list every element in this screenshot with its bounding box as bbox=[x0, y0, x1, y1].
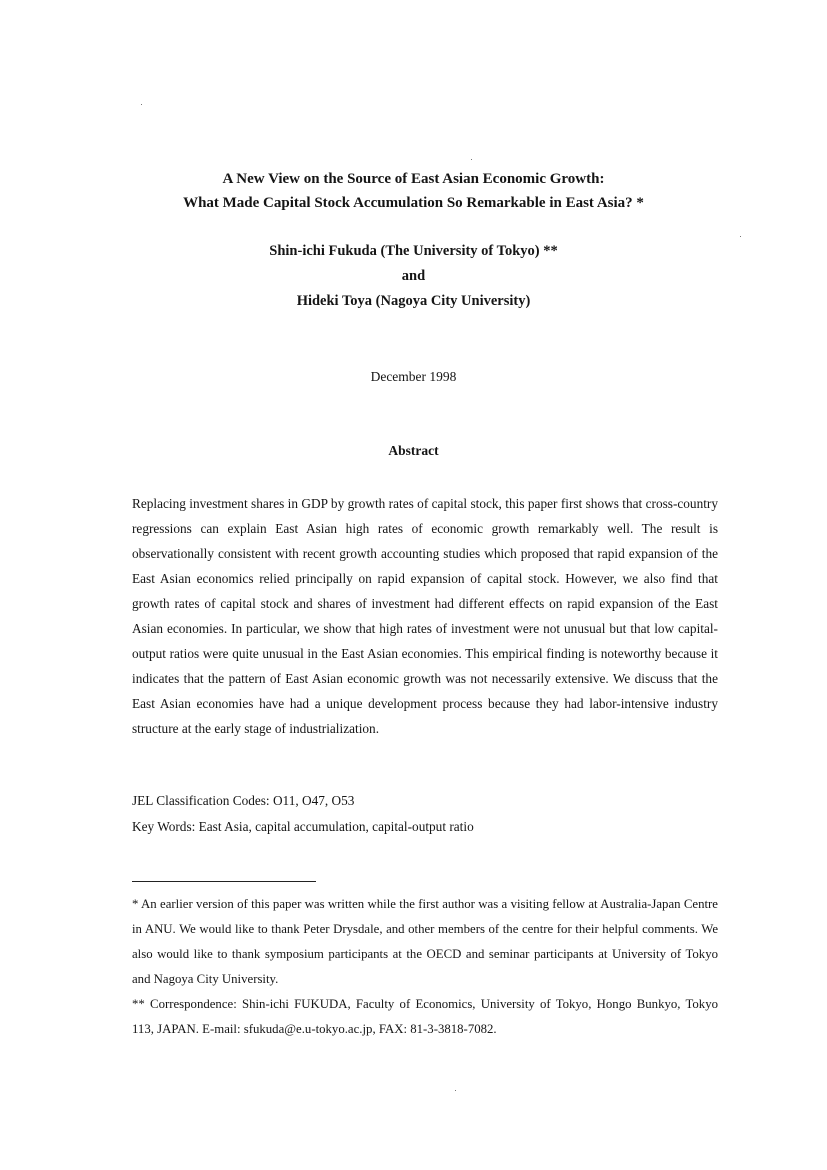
paper-title-line-2: What Made Capital Stock Accumulation So Remarkable in East Asia? * bbox=[183, 195, 644, 211]
footnotes bbox=[132, 892, 718, 1042]
scan-speck bbox=[740, 236, 741, 237]
paper-title-line-1: A New View on the Source of East Asian Economic Growth: bbox=[222, 171, 605, 187]
abstract-heading: Abstract bbox=[388, 443, 439, 458]
scan-speck bbox=[471, 159, 472, 160]
footnote-acknowledgement: * An earlier version of this paper was written while the first author was a visiting fellow at Australia-Japan Centre in ANU. We would like to thank Peter Drysdale, and other members of the centre for their helpful comments. We also would like to thank symposium participants at the OECD and seminar participants at University of Tokyo and Nagoya City University. bbox=[132, 897, 718, 986]
abstract-body: Replacing investment shares in GDP by growth rates of capital stock, this paper first shows that cross-country regressions can explain East Asian high rates of economic growth remarkably well. The result is observationally consistent with recent growth accounting studies which proposed that rapid expansion of the East Asian economics relied principally on rapid expansion of capital stock. However, we also find that growth rates of capital stock and shares of investment had different effects on rapid expansion of the East Asian economies. In particular, we show that high rates of investment were not unusual but that low capital-output ratios were quite unusual in the East Asian economies. This empirical finding is noteworthy because it indicates that the pattern of East Asian economic growth was not necessarily extensive. We discuss that the East Asian economies have had a unique development process because they had labor-intensive industry structure at the early stage of industrialization. bbox=[132, 496, 718, 736]
scan-speck bbox=[141, 104, 142, 105]
author-conjunction: and bbox=[401, 268, 426, 284]
author-1: Shin-ichi Fukuda (The University of Tokyo) ** bbox=[269, 243, 558, 259]
scan-speck bbox=[455, 1090, 456, 1091]
publication-date: December 1998 bbox=[370, 369, 457, 384]
jel-classification-codes: JEL Classification Codes: O11, O47, O53 bbox=[132, 793, 355, 808]
footnote-divider bbox=[132, 881, 316, 882]
key-words: Key Words: East Asia, capital accumulation, capital-output ratio bbox=[132, 819, 474, 834]
author-2: Hideki Toya (Nagoya City University) bbox=[296, 293, 531, 309]
footnote-correspondence: ** Correspondence: Shin-ichi FUKUDA, Faculty of Economics, University of Tokyo, Hongo Bunkyo, Tokyo 113, JAPAN. E-mail: sfukuda@e.u-tokyo.ac.jp, FAX: 81-3-3818-7082. bbox=[132, 997, 718, 1036]
